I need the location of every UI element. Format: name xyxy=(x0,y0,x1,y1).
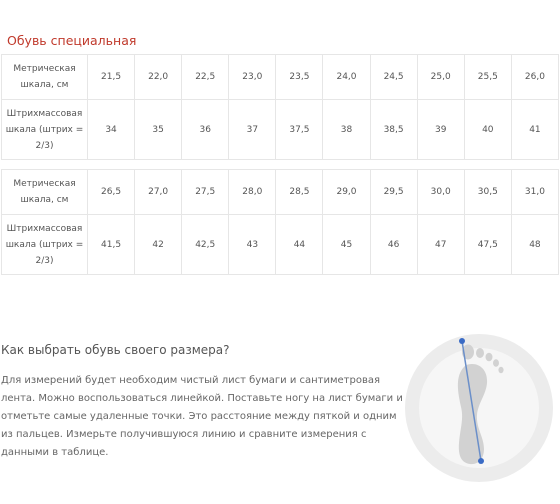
size-cell: 29,5 xyxy=(370,170,417,215)
size-cell: 24,5 xyxy=(370,55,417,100)
size-cell: 35 xyxy=(135,100,182,160)
size-cell: 28,5 xyxy=(276,170,323,215)
size-cell: 23,5 xyxy=(276,55,323,100)
size-cell: 38,5 xyxy=(370,100,417,160)
size-cell: 39 xyxy=(417,100,464,160)
size-cell: 36 xyxy=(182,100,229,160)
foot-illustration xyxy=(404,333,554,487)
size-cell: 38 xyxy=(323,100,370,160)
size-cell: 26,0 xyxy=(511,55,558,100)
size-cell: 44 xyxy=(276,215,323,275)
size-cell: 29,0 xyxy=(323,170,370,215)
size-cell: 30,5 xyxy=(464,170,511,215)
size-cell: 41 xyxy=(511,100,558,160)
size-cell: 27,5 xyxy=(182,170,229,215)
size-cell: 25,5 xyxy=(464,55,511,100)
size-cell: 41,5 xyxy=(88,215,135,275)
foot-measure-icon xyxy=(404,333,554,483)
table-row-stroke xyxy=(2,215,559,275)
size-cell: 43 xyxy=(229,215,276,275)
size-cell: 21,5 xyxy=(88,55,135,100)
size-cell: 37,5 xyxy=(276,100,323,160)
size-cell: 34 xyxy=(88,100,135,160)
size-cell: 22,5 xyxy=(182,55,229,100)
size-cell: 28,0 xyxy=(229,170,276,215)
size-cell: 30,0 xyxy=(417,170,464,215)
row-label-metric: Метрическая шкала, см xyxy=(2,170,88,215)
how-to-text: Для измерений будет необходим чистый лист бумаги и сантиметровая лента. Можно воспользоваться линейкой. Поставьте ногу на лист бумаги и отметьте самые удаленные точки. Это расстояние между пяткой и одним из пальцев. Измерьте получившуюся линию и сравните измерения с данными в таблице. xyxy=(1,375,403,458)
row-label-stroke: Штрихмассовая шкала (штрих = 2/3) xyxy=(2,100,88,160)
size-cell: 47,5 xyxy=(464,215,511,275)
size-cell: 40 xyxy=(464,100,511,160)
size-cell: 47 xyxy=(417,215,464,275)
size-table-1 xyxy=(1,54,559,160)
size-cell: 42 xyxy=(135,215,182,275)
size-cell: 26,5 xyxy=(88,170,135,215)
size-cell: 27,0 xyxy=(135,170,182,215)
row-label-stroke: Штрихмассовая шкала (штрих = 2/3) xyxy=(2,215,88,275)
size-cell: 42,5 xyxy=(182,215,229,275)
how-to-title: Как выбрать обувь своего размера? xyxy=(1,343,230,357)
table-row-stroke xyxy=(2,100,559,160)
size-cell: 24,0 xyxy=(323,55,370,100)
size-cell: 31,0 xyxy=(511,170,558,215)
table-row-metric xyxy=(2,170,559,215)
table-row-metric xyxy=(2,55,559,100)
section-title: Обувь специальная xyxy=(7,33,137,48)
size-cell: 23,0 xyxy=(229,55,276,100)
size-cell: 22,0 xyxy=(135,55,182,100)
size-cell: 48 xyxy=(511,215,558,275)
size-cell: 37 xyxy=(229,100,276,160)
size-cell: 46 xyxy=(370,215,417,275)
row-label-metric: Метрическая шкала, см xyxy=(2,55,88,100)
size-cell: 45 xyxy=(323,215,370,275)
size-table-2 xyxy=(1,169,559,275)
size-cell: 25,0 xyxy=(417,55,464,100)
